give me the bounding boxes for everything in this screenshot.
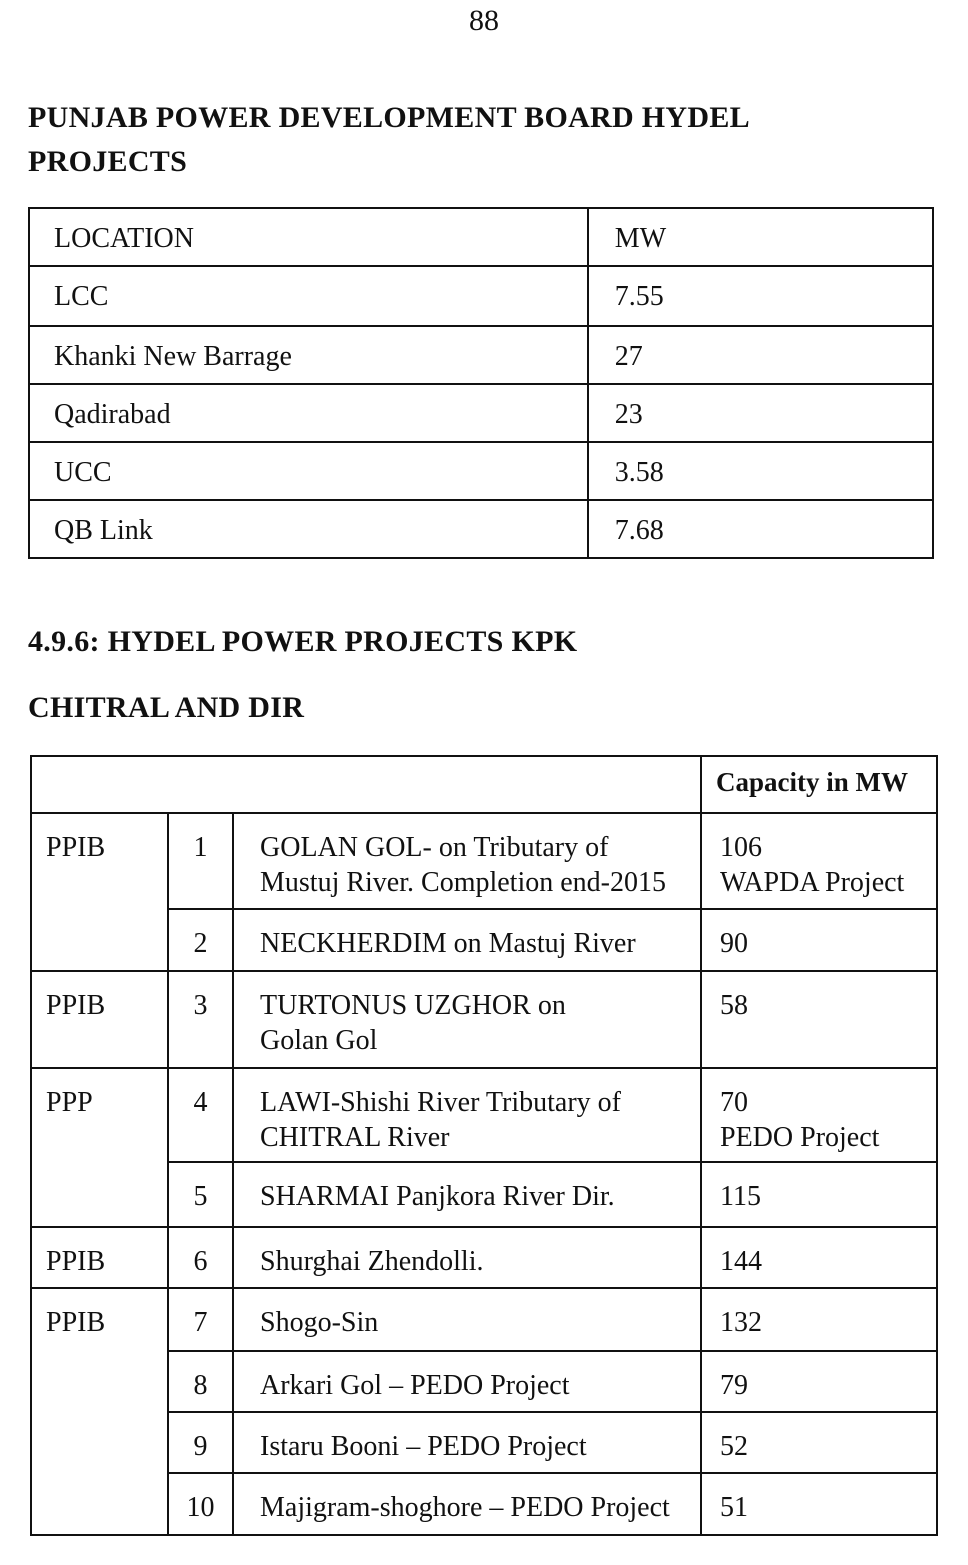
mw-cell: 27 <box>588 326 933 384</box>
project-cell <box>233 813 701 909</box>
number-cell: 4 <box>168 1068 233 1162</box>
page-number: 88 <box>469 4 499 37</box>
table-row <box>31 1288 937 1351</box>
project-cell: Istaru Booni – PEDO Project <box>233 1412 701 1473</box>
number-cell: 5 <box>168 1162 233 1227</box>
table-row <box>31 971 937 1068</box>
table-row <box>29 500 933 558</box>
project-line-1: TURTONUS UZGHOR on <box>260 990 566 1021</box>
table-row <box>31 1068 937 1162</box>
location-cell: LCC <box>29 266 588 326</box>
project-cell: SHARMAI Panjkora River Dir. <box>233 1162 701 1227</box>
capacity-note: PEDO Project <box>720 1122 880 1153</box>
mw-cell: 7.68 <box>588 500 933 558</box>
location-cell: UCC <box>29 442 588 500</box>
section-heading-punjab <box>28 96 750 184</box>
mw-cell: 23 <box>588 384 933 442</box>
capacity-note: WAPDA Project <box>720 867 905 898</box>
project-cell: Arkari Gol – PEDO Project <box>233 1351 701 1412</box>
project-line-1: LAWI-Shishi River Tributary of <box>260 1087 621 1118</box>
mw-cell: 7.55 <box>588 266 933 326</box>
kpk-hydel-table <box>30 755 938 1536</box>
table-header-row <box>31 756 937 813</box>
capacity-value: 79 <box>701 1351 937 1412</box>
number-cell: 10 <box>168 1473 233 1535</box>
project-cell: Shurghai Zhendolli. <box>233 1227 701 1288</box>
project-line-2: Mustuj River. Completion end-2015 <box>260 867 666 898</box>
number-cell: 6 <box>168 1227 233 1288</box>
capacity-value: 115 <box>701 1162 937 1227</box>
capacity-value: 51 <box>701 1473 937 1535</box>
capacity-value: 106 <box>720 832 762 863</box>
number-cell: 7 <box>168 1288 233 1351</box>
agency-cell: PPIB <box>31 1288 168 1535</box>
heading-line-1: PUNJAB POWER DEVELOPMENT BOARD HYDEL <box>28 101 750 134</box>
project-cell <box>233 1068 701 1162</box>
project-line-1: GOLAN GOL- on Tributary of <box>260 832 609 863</box>
number-cell: 1 <box>168 813 233 909</box>
project-cell: NECKHERDIM on Mastuj River <box>233 909 701 971</box>
agency-cell: PPP <box>31 1068 168 1227</box>
blank-header-cell <box>31 756 701 813</box>
capacity-value: 90 <box>701 909 937 971</box>
table-row <box>29 326 933 384</box>
header-capacity: Capacity in MW <box>701 756 937 813</box>
capacity-value: 132 <box>701 1288 937 1351</box>
punjab-hydel-table <box>28 207 934 559</box>
agency-cell: PPIB <box>31 971 168 1068</box>
project-cell: Majigram-shoghore – PEDO Project <box>233 1473 701 1535</box>
location-cell: QB Link <box>29 500 588 558</box>
capacity-cell <box>701 1068 937 1162</box>
number-cell: 9 <box>168 1412 233 1473</box>
table-row <box>29 266 933 326</box>
capacity-value: 52 <box>701 1412 937 1473</box>
subheading-chitral-dir: CHITRAL AND DIR <box>28 691 305 724</box>
header-mw: MW <box>588 208 933 266</box>
location-cell: Qadirabad <box>29 384 588 442</box>
project-cell: Shogo-Sin <box>233 1288 701 1351</box>
project-line-2: Golan Gol <box>260 1025 378 1056</box>
table-row <box>29 384 933 442</box>
project-line-2: CHITRAL River <box>260 1122 450 1153</box>
capacity-value: 144 <box>701 1227 937 1288</box>
agency-cell: PPIB <box>31 1227 168 1288</box>
capacity-cell <box>701 813 937 909</box>
table-header-row <box>29 208 933 266</box>
number-cell: 2 <box>168 909 233 971</box>
capacity-value: 70 <box>720 1087 748 1118</box>
table-row <box>31 813 937 909</box>
number-cell: 3 <box>168 971 233 1068</box>
table-row <box>29 442 933 500</box>
table-row <box>31 1227 937 1288</box>
heading-line-2: PROJECTS <box>28 145 188 178</box>
project-cell <box>233 971 701 1068</box>
capacity-value: 58 <box>701 971 937 1068</box>
number-cell: 8 <box>168 1351 233 1412</box>
location-cell: Khanki New Barrage <box>29 326 588 384</box>
section-heading-kpk: 4.9.6: HYDEL POWER PROJECTS KPK <box>28 625 578 658</box>
agency-cell: PPIB <box>31 813 168 971</box>
mw-cell: 3.58 <box>588 442 933 500</box>
header-location: LOCATION <box>29 208 588 266</box>
